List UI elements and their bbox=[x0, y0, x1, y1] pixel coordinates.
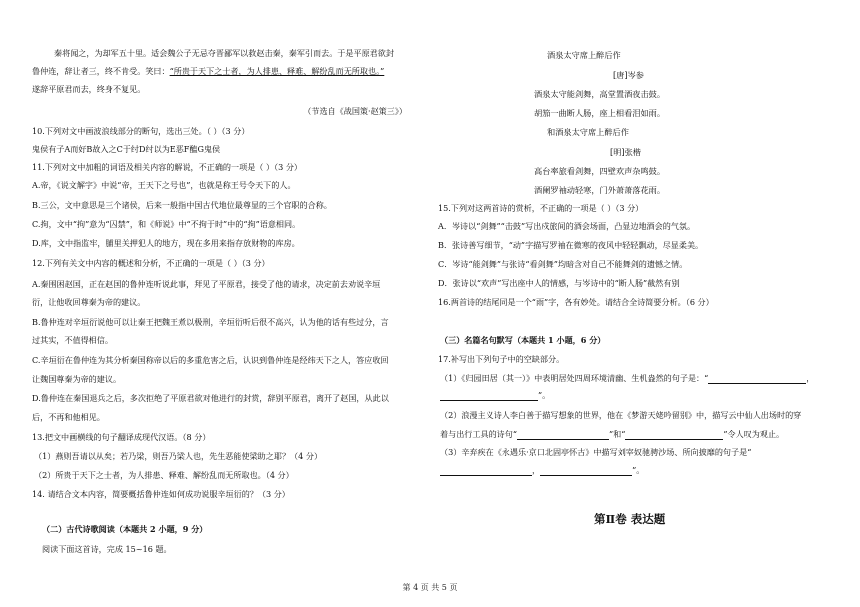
poem-2-author: [明]张楷 bbox=[610, 147, 641, 157]
q15-stem: 15.下列对这两首诗的赏析，不正确的一项是（ ）（3 分） bbox=[438, 203, 644, 213]
section-2-heading: （二）古代诗歌阅读（本题共 2 小题，9 分） bbox=[42, 524, 208, 534]
passage-source: （节选自《战国策·赵策三》） bbox=[303, 106, 407, 116]
q17-stem: 17.补写出下列句子中的空缺部分。 bbox=[438, 354, 565, 364]
passage-line-1: 秦将闻之，为却军五十里。适会魏公子无忌夺晋鄙军以救赵击秦，秦军引而去。于是平原君欲封 bbox=[54, 48, 394, 58]
q15-option-c: C．岑诗“能剑舞”与张诗“看剑舞”均暗含对自己不能舞剑的遗憾之情。 bbox=[438, 259, 688, 269]
passage-line-2-text: 鲁仲连，辞让者三，终不肯受。笑曰： bbox=[32, 66, 170, 76]
q12-stem: 12.下列有关文中内容的概述和分析，不正确的一项是（ ）（3 分） bbox=[32, 258, 270, 268]
q12-option-d-1: D.鲁仲连在秦国退兵之后，多次拒绝了平原君欲对他进行的封赏，辞别平原君，离开了赵国，从此以 bbox=[32, 393, 389, 403]
q17-blank-2[interactable] bbox=[440, 391, 538, 401]
q15-option-d: D．张诗以“欢声”写出座中人的情感，与岑诗中的“断人肠”截然有别 bbox=[438, 278, 680, 288]
q15-option-a: A．岑诗以“剑舞”“击鼓”写出戍旅间的酒会场面，凸显边地酒会的气氛。 bbox=[438, 221, 696, 231]
q17-item-1-text: （1）《归园田居（其一）》中表明居处四周环境清幽、生机盎然的句子是：“ bbox=[440, 373, 709, 383]
q17-item-3-line-2: ， ”。 bbox=[440, 465, 644, 476]
q17-item-2-line-1: （2）浪漫主义诗人李白善于描写想象的世界，他在《梦游天姥吟留别》中，描写云中仙人出场时的穿 bbox=[440, 410, 802, 420]
poem-1-title: 酒泉太守席上醉后作 bbox=[547, 50, 621, 60]
q17-item-3-close: ”。 bbox=[632, 465, 645, 475]
poem-1-author: [唐]岑参 bbox=[613, 70, 644, 80]
q14-stem: 14. 请结合文本内容，简要概括鲁仲连如何成功说服辛垣衍的？（3 分） bbox=[32, 489, 290, 499]
q17-item-1-close: ”。 bbox=[538, 390, 551, 400]
q17-item-2-close: ”令人叹为观止。 bbox=[723, 429, 785, 439]
q12-option-c-2: 让魏国尊秦为帝的建议。 bbox=[32, 374, 122, 384]
q16-stem: 16.两首诗的结尾同是一个“雨”字，各有妙处。请结合全诗简要分析。（6 分） bbox=[438, 297, 714, 307]
passage-underlined-sentence: “所贵于天下之士者，为人排患、释难、解纷乱而无所取也。” bbox=[169, 66, 385, 76]
q15-option-b: B．张诗善写细节，“动”字描写罗袖在微寒的夜风中轻轻飘动，尽显柔美。 bbox=[438, 240, 704, 250]
q11-option-d: D.库，文中指监牢，脯里关押犯人的地方，现在多用来指存放财物的库房。 bbox=[32, 238, 300, 248]
q11-option-b: B.三公，文中意思是三个诸侯，后来一般指中国古代地位最尊显的三个官职的合称。 bbox=[32, 200, 332, 210]
part-2-heading: 第Ⅱ卷 表达题 bbox=[594, 512, 666, 526]
q17-item-3-line-1: （3）辛弃疾在《永遇乐·京口北固亭怀古》中描写刘宰奴驰骋沙场、所向披靡的句子是“ bbox=[440, 447, 752, 457]
q12-option-a-2: 衍，让他收回尊秦为帝的建议。 bbox=[32, 297, 146, 307]
q10-stem: 10.下列对文中画波浪线部分的断句，选出三处。（ ）（3 分） bbox=[32, 126, 250, 136]
poem-2-title: 和酒泉太守席上醉后作 bbox=[547, 127, 629, 137]
q12-option-c-1: C.辛垣衍在鲁仲连为其分析秦国称帝以后的多重危害之后，认识到鲁仲连是经纬天下之人，答应收回 bbox=[32, 355, 389, 365]
q12-option-b-1: B.鲁仲连对辛垣衍说他可以让秦王把魏王煮以极刑，辛垣衍听后很不高兴，认为他的话有些过分，言 bbox=[32, 317, 389, 327]
q11-stem: 11.下列对文中加粗的词语及相关内容的解说，不正确的一项是（ ）（3 分） bbox=[32, 162, 303, 172]
q17-blank-3[interactable] bbox=[517, 430, 609, 440]
poem-2-line-2: 酒阑罗袖动轻寒，门外萧萧落花雨。 bbox=[534, 185, 666, 195]
q17-item-2-open: 着与出行工具的诗句“ bbox=[440, 429, 517, 439]
q13-item-2: （2）所贵于天下之士者，为人排患、释难、解纷乱而无所取也。（4 分） bbox=[34, 470, 294, 480]
q13-item-1: （1）燕则吾请以从矣；若乃梁，则吾乃梁人也，先生恶能使梁助之耶？（4 分） bbox=[34, 451, 323, 461]
q17-item-2-line-2 bbox=[440, 429, 784, 440]
q11-option-c: C.拘，文中“拘”意为“囚禁”，和《师说》中“不拘于时”中的“拘”语意相同。 bbox=[32, 219, 301, 229]
q12-option-d-2: 后，不再和他相见。 bbox=[32, 412, 105, 422]
q12-option-a-1: A.秦围困赵国，正在赵国的鲁仲连听说此事，拜见了平原君，接受了他的请求，决定前去劝说辛垣 bbox=[32, 279, 381, 289]
q11-option-a: A.帝，《说文解字》中说“帝，王天下之号也”，也就是称王号令天下的人。 bbox=[32, 180, 296, 190]
poem-1-line-1: 酒泉太守能剑舞，高堂置酒夜击鼓。 bbox=[534, 89, 666, 99]
q17-blank-1[interactable] bbox=[708, 374, 806, 384]
q12-option-b-2: 过其实，不值得相信。 bbox=[32, 335, 113, 345]
passage-line-4: 遂辞平原君而去，终身不复见。 bbox=[32, 84, 146, 94]
q17-blank-4[interactable] bbox=[625, 430, 723, 440]
q17-blank-6[interactable] bbox=[540, 466, 632, 476]
q10-text: 鬼侯有子A而好B故入之C于纣D纣以为E恶F醢G鬼侯 bbox=[32, 144, 221, 154]
page-footer: 第 4 页 共 5 页 bbox=[402, 583, 458, 592]
poem-1-line-2: 胡笳一曲断人肠，座上相看泪如雨。 bbox=[534, 108, 666, 118]
section-3-heading: （三）名篇名句默写（本题共 1 小题，6 分） bbox=[440, 335, 606, 345]
q13-stem: 13.把文中画横线的句子翻译成现代汉语。（8 分） bbox=[32, 432, 211, 442]
section-2-intro: 阅读下面这首诗，完成 15~16 题。 bbox=[42, 544, 172, 554]
q17-blank-5[interactable] bbox=[440, 466, 532, 476]
poem-2-line-1: 高台率旅看剑舞，四壁欢声杂鸣鼓。 bbox=[534, 166, 666, 176]
q17-item-1-line-2 bbox=[440, 390, 550, 401]
passage-line-2 bbox=[32, 66, 384, 77]
q17-item-1-line-1: （1）《归园田居（其一）》中表明居处四周环境清幽、生机盎然的句子是：“ ， bbox=[440, 373, 815, 383]
q17-item-2-mid: ”和“ bbox=[608, 429, 626, 439]
